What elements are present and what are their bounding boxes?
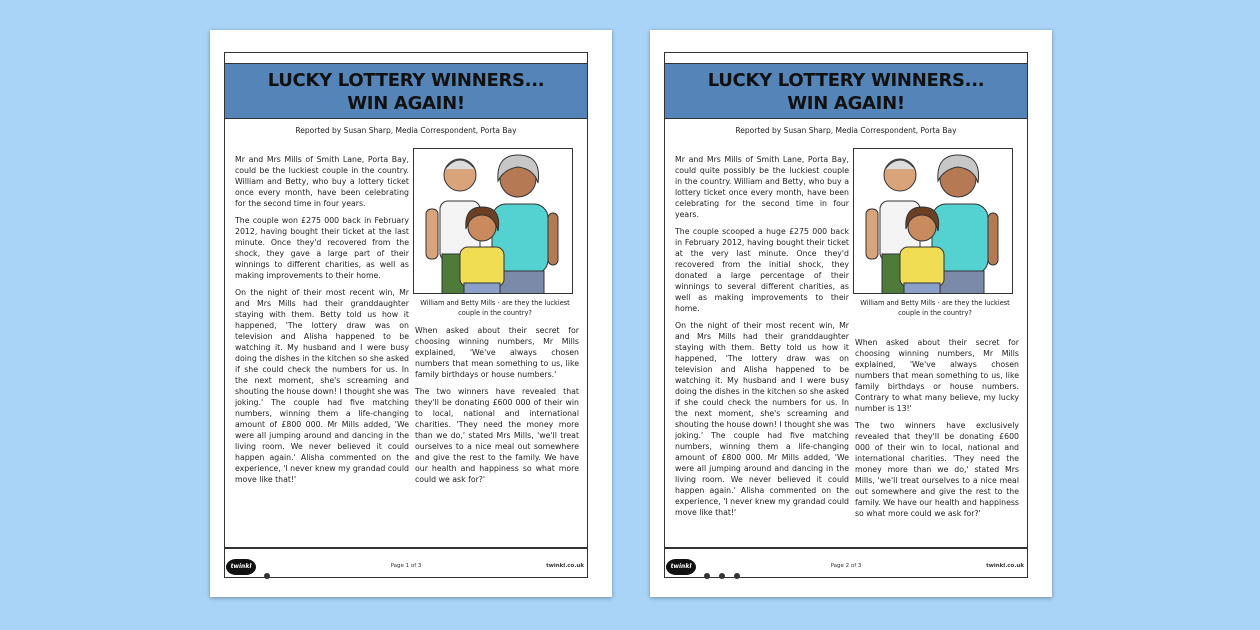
page-number: Page 2 of 3 [830,563,862,569]
illustration-caption: William and Betty Mills - are they the luckiest couple in the country? [860,299,1010,317]
paragraph: The two winners have revealed that they'll be donating £600 000 of their win to local, national and international charities. 'They need the money more than we do,' stated Mrs Mills, 'we'll treat ourselves to a nice meal out somewhere and give the rest to the family. We have our health and happiness so what more could we ask for?' [415,387,579,484]
difficulty-dot-icon [704,573,710,579]
worksheet-page-2 [650,30,1052,597]
headline-line-1: LUCKY LOTTERY WINNERS... [267,70,545,91]
worksheet-page-1 [210,30,612,597]
paragraph: When asked about their secret for choosing winning numbers, Mr Mills explained, 'We've always chosen numbers that mean something to us, like family birthdays or house numbers. Contrary to what many believe, my lucky number is 13!' [855,338,1019,413]
difficulty-dot-icon [719,573,725,579]
left-column [675,154,849,524]
headline-line-2: WIN AGAIN! [787,93,905,114]
difficulty-dot-icon [264,573,270,579]
footer-divider [664,547,1028,549]
twinkl-logo: twinkl [226,559,256,575]
family-illustration [413,148,573,294]
right-column [415,325,579,491]
left-column [235,154,409,491]
twinkl-logo: twinkl [666,559,696,575]
right-column [855,337,1019,525]
page-footer [664,547,1028,587]
paragraph: When asked about their secret for choosing winning numbers, Mr Mills explained, 'We've always chosen numbers that mean something to us, like family birthdays or house numbers.' [415,326,579,379]
headline-line-1: LUCKY LOTTERY WINNERS... [707,70,985,91]
paragraph: On the night of their most recent win, Mr and Mrs Mills had their granddaughter staying with them. Betty told us how it happened, 'The lottery draw was on television and Alisha happened to be watching it. My husband and I were busy doing the dishes in the kitchen so she asked if she could check the numbers for us. In the next moment, she's screaming and shouting the house down! I thought she was joking.' The couple had five matching numbers, winning them a life-changing amount of £800 000. Mr Mills added, 'We were all jumping around and dancing in the living room. We never believed it could happen again.' Alisha commented on the experience, 'I never knew my grandad could move like that!' [235,288,409,484]
headline-line-2: WIN AGAIN! [347,93,465,114]
site-url: twinkl.co.uk [546,563,584,569]
footer-divider [224,547,588,549]
byline: Reported by Susan Sharp, Media Correspondent, Porta Bay [295,126,517,135]
paragraph: Mr and Mrs Mills of Smith Lane, Porta Bay, could quite possibly be the luckiest couple in the country. William and Betty, who buy a lottery ticket once every month, have been celebrating for the second time in four years. [675,155,849,219]
headline-banner [665,63,1027,119]
paragraph: Mr and Mrs Mills of Smith Lane, Porta Bay, could be the luckiest couple in the country. William and Betty, who buy a lottery ticket once every month, have been celebrating for the second time in four years. [235,155,409,208]
paragraph: The two winners have exclusively revealed that they'll be donating £600 000 of their win to local, national and international charities. 'They need the money more than we do,' stated Mrs Mills, 'we'll treat ourselves to a nice meal out somewhere and give the rest to the family. We have our health and happiness so what more could we ask for?' [855,421,1019,518]
headline-banner [225,63,587,119]
site-url: twinkl.co.uk [986,563,1024,569]
paragraph: On the night of their most recent win, Mr and Mrs Mills had their granddaughter staying with them. Betty told us how it happened, 'The lottery draw was on television and Alisha happened to be watching it. My husband and I were busy doing the dishes in the kitchen so she asked if she could check the numbers for us. In the next moment, she's screaming and shouting the house down! I thought she was joking.' The couple had five matching numbers, winning them a life-changing amount of £800 000. Mr Mills added, 'We were all jumping around and dancing in the living room. We never believed it could happen again.' Alisha commented on the experience, 'I never knew my grandad could move like that!' [675,321,849,517]
family-illustration [853,148,1013,294]
page-frame [664,52,1028,578]
page-number: Page 1 of 3 [390,563,422,569]
paragraph: The couple won £275 000 back in February 2012, having bought their ticket at the last minute. Once they'd recovered from the shock, they gave a large part of their winnings to different charities, as well as making improvements to their home. [235,216,409,280]
illustration-caption: William and Betty Mills - are they the luckiest couple in the country? [420,299,570,317]
byline: Reported by Susan Sharp, Media Correspondent, Porta Bay [735,126,957,135]
paragraph: The couple scooped a huge £275 000 back in February 2012, having bought their ticket at the very last minute. Once they'd recovered from the initial shock, they donated a large percentage of their winnings to several different charities, as well as making improvements to their home. [675,227,849,313]
difficulty-dot-icon [734,573,740,579]
page-footer [224,547,588,587]
page-frame [224,52,588,578]
